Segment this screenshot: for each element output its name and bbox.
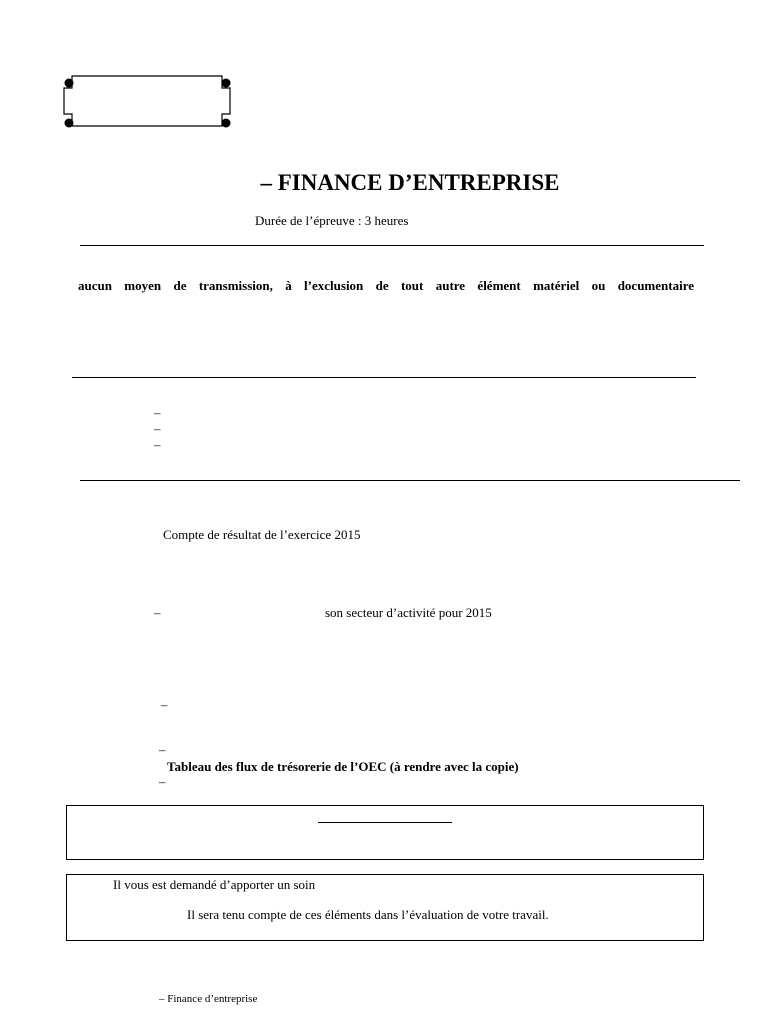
- divider-1: [80, 245, 704, 246]
- list-dash: –: [154, 605, 161, 620]
- empty-notice-box: [66, 805, 704, 860]
- title-badge-frame: [62, 74, 232, 128]
- page-footer: – Finance d’entreprise: [159, 993, 258, 1005]
- list-dash: –: [161, 697, 168, 712]
- care-notice-line-1: Il vous est demandé d’apporter un soin: [113, 877, 316, 892]
- list-dash: –: [154, 421, 161, 436]
- list-dash: –: [154, 437, 161, 452]
- list-dash: –: [154, 405, 161, 420]
- restriction-text: aucun moyen de transmission, à l’exclusion de tout autre élément matériel ou documentaire: [78, 278, 694, 293]
- care-notice-box: [66, 874, 704, 941]
- box-underline: [318, 822, 452, 823]
- divider-2: [72, 377, 696, 378]
- care-notice-line-2: Il sera tenu compte de ces éléments dans l’évaluation de votre travail.: [187, 907, 549, 922]
- page-title: – FINANCE D’ENTREPRISE: [260, 170, 560, 195]
- annex-sector-activity: son secteur d’activité pour 2015: [325, 605, 492, 620]
- list-dash: –: [159, 742, 166, 757]
- annex-cash-flow-table: Tableau des flux de trésorerie de l’OEC (à rendre avec la copie): [167, 759, 519, 774]
- annex-income-statement: Compte de résultat de l’exercice 2015: [163, 527, 361, 542]
- divider-3: [80, 480, 740, 481]
- list-dash: –: [159, 774, 166, 789]
- exam-duration: Durée de l’épreuve : 3 heures: [255, 213, 409, 228]
